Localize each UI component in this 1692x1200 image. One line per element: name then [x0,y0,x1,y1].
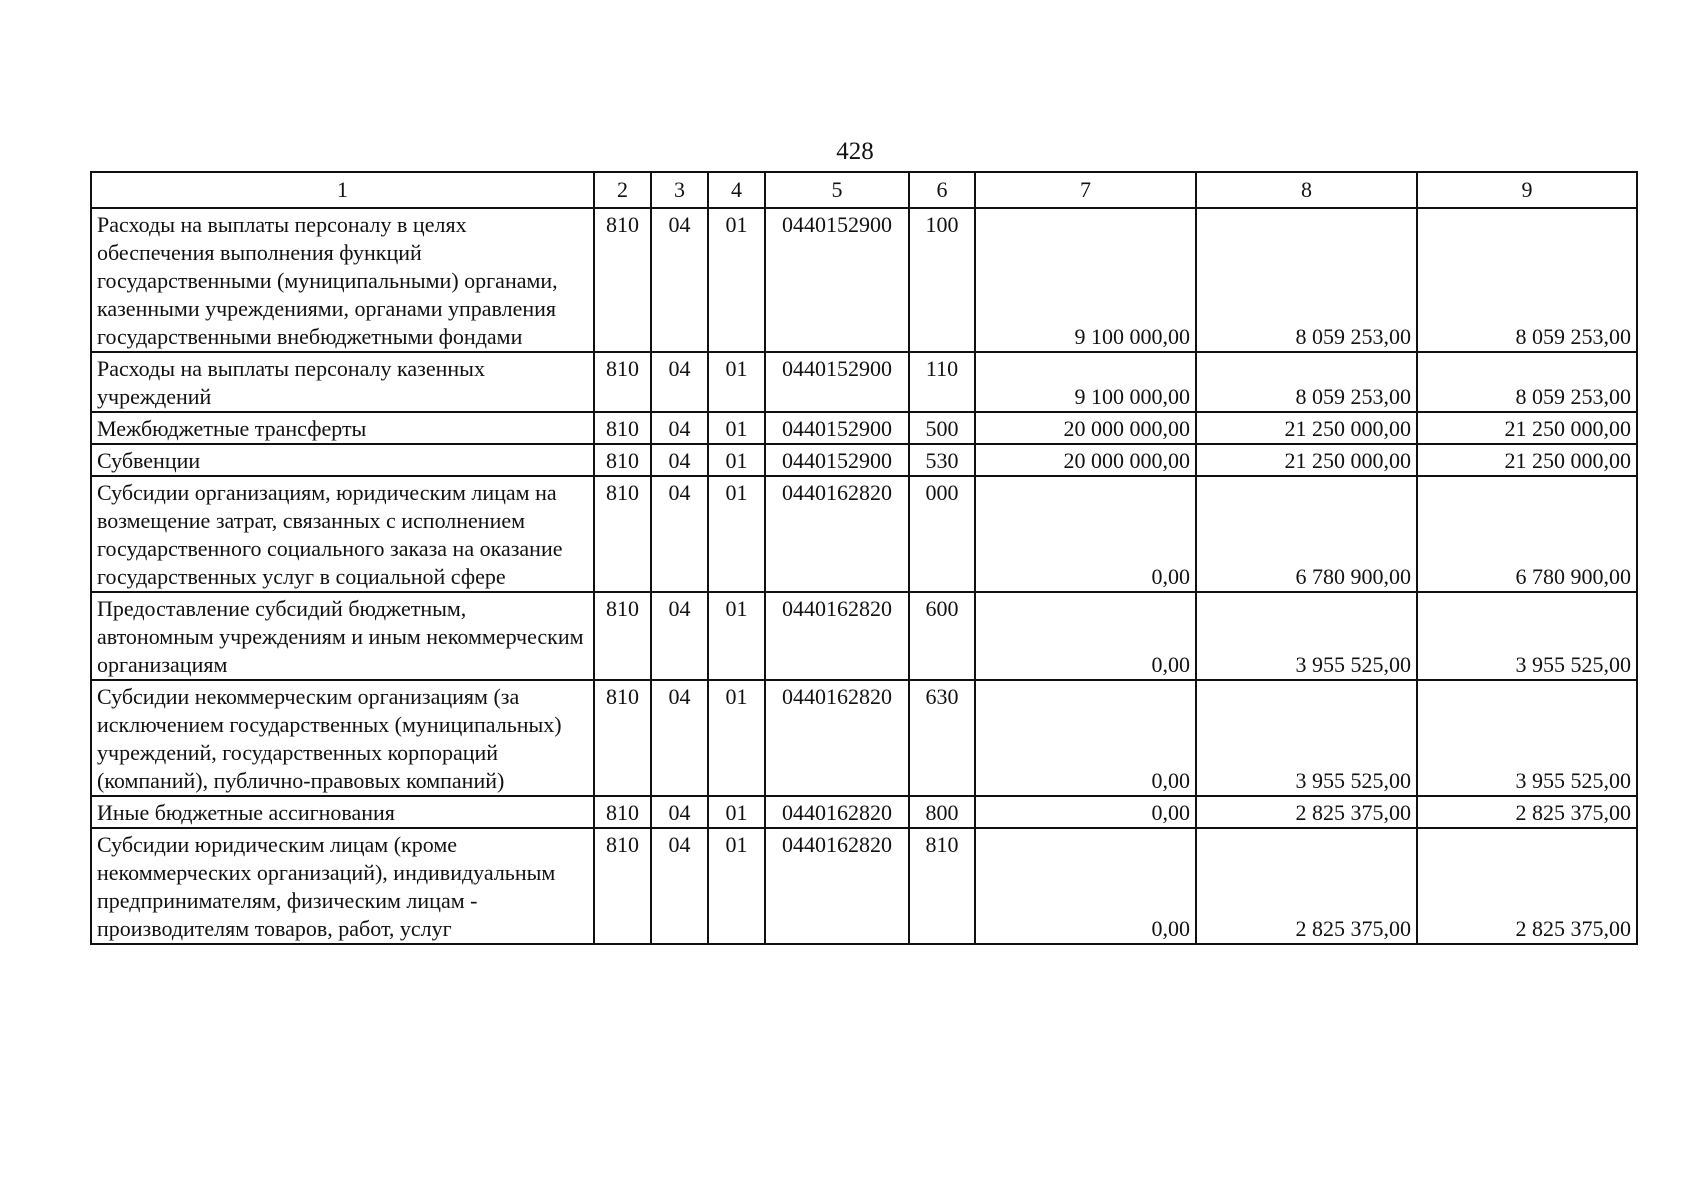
row-code-2: 810 [594,828,651,944]
row-code-5: 0440152900 [765,444,909,476]
row-code-6: 110 [909,352,975,412]
row-code-6: 600 [909,592,975,680]
row-name: Иные бюджетные ассигнования [91,796,594,828]
column-header-2: 2 [594,172,651,208]
row-amount-7: 0,00 [975,796,1196,828]
column-header-4: 4 [708,172,765,208]
row-amount-8: 2 825 375,00 [1196,796,1417,828]
row-code-5: 0440152900 [765,352,909,412]
row-code-5: 0440162820 [765,828,909,944]
row-code-4: 01 [708,828,765,944]
row-amount-7: 20 000 000,00 [975,444,1196,476]
row-amount-8: 6 780 900,00 [1196,476,1417,592]
row-name: Межбюджетные трансферты [91,412,594,444]
row-amount-8: 2 825 375,00 [1196,828,1417,944]
row-amount-7: 9 100 000,00 [975,208,1196,352]
table-row [91,352,1637,412]
row-name: Расходы на выплаты персоналу в целях обеспечения выполнения функций государственными (муниципальными) органами, казенными учреждениями, органами управления государственными внебюджетными фондами [91,208,594,352]
row-code-4: 01 [708,476,765,592]
row-amount-7: 0,00 [975,680,1196,796]
row-code-6: 500 [909,412,975,444]
row-amount-8: 3 955 525,00 [1196,680,1417,796]
row-code-5: 0440152900 [765,412,909,444]
row-code-3: 04 [651,828,708,944]
row-amount-9: 3 955 525,00 [1417,592,1637,680]
row-code-4: 01 [708,352,765,412]
page-number: 428 [836,138,874,165]
row-code-2: 810 [594,592,651,680]
row-code-4: 01 [708,680,765,796]
row-code-5: 0440162820 [765,796,909,828]
row-amount-9: 21 250 000,00 [1417,444,1637,476]
row-amount-9: 3 955 525,00 [1417,680,1637,796]
row-code-3: 04 [651,680,708,796]
row-code-5: 0440152900 [765,208,909,352]
row-amount-8: 3 955 525,00 [1196,592,1417,680]
row-code-4: 01 [708,208,765,352]
column-header-5: 5 [765,172,909,208]
table-row [91,680,1637,796]
row-name: Расходы на выплаты персоналу казенных учреждений [91,352,594,412]
row-code-3: 04 [651,592,708,680]
row-code-2: 810 [594,796,651,828]
budget-table [90,171,1638,945]
row-amount-9: 2 825 375,00 [1417,796,1637,828]
row-code-2: 810 [594,412,651,444]
row-code-2: 810 [594,476,651,592]
row-code-6: 000 [909,476,975,592]
column-header-8: 8 [1196,172,1417,208]
row-name: Субсидии некоммерческим организациям (за исключением государственных (муниципальных) учреждений, государственных корпораций (компаний), публично-правовых компаний) [91,680,594,796]
row-amount-7: 0,00 [975,592,1196,680]
row-code-3: 04 [651,476,708,592]
column-header-9: 9 [1417,172,1637,208]
row-amount-9: 6 780 900,00 [1417,476,1637,592]
row-amount-8: 21 250 000,00 [1196,444,1417,476]
row-code-3: 04 [651,352,708,412]
row-code-2: 810 [594,680,651,796]
column-header-3: 3 [651,172,708,208]
row-code-6: 100 [909,208,975,352]
row-code-6: 800 [909,796,975,828]
row-code-3: 04 [651,796,708,828]
row-code-5: 0440162820 [765,592,909,680]
column-header-1: 1 [91,172,594,208]
row-code-2: 810 [594,444,651,476]
row-code-3: 04 [651,208,708,352]
table-row [91,796,1637,828]
row-amount-8: 8 059 253,00 [1196,208,1417,352]
table-row [91,412,1637,444]
table-row [91,592,1637,680]
row-code-4: 01 [708,796,765,828]
row-code-4: 01 [708,444,765,476]
row-name: Субвенции [91,444,594,476]
row-amount-7: 9 100 000,00 [975,352,1196,412]
row-code-5: 0440162820 [765,680,909,796]
row-code-4: 01 [708,412,765,444]
row-amount-8: 8 059 253,00 [1196,352,1417,412]
table-row [91,444,1637,476]
row-code-6: 810 [909,828,975,944]
row-name: Субсидии организациям, юридическим лицам на возмещение затрат, связанных с исполнением государственного социального заказа на оказание государственных услуг в социальной сфере [91,476,594,592]
row-code-3: 04 [651,412,708,444]
row-code-4: 01 [708,592,765,680]
row-code-6: 630 [909,680,975,796]
row-amount-9: 8 059 253,00 [1417,208,1637,352]
table-row [91,828,1637,944]
row-code-2: 810 [594,208,651,352]
row-name: Предоставление субсидий бюджетным, автономным учреждениям и иным некоммерческим организациям [91,592,594,680]
table-row [91,208,1637,352]
table-row [91,476,1637,592]
row-code-6: 530 [909,444,975,476]
row-name: Субсидии юридическим лицам (кроме некоммерческих организаций), индивидуальным предпринимателям, физическим лицам - производителям товаров, работ, услуг [91,828,594,944]
row-amount-8: 21 250 000,00 [1196,412,1417,444]
row-amount-9: 8 059 253,00 [1417,352,1637,412]
row-code-2: 810 [594,352,651,412]
column-header-7: 7 [975,172,1196,208]
row-amount-9: 2 825 375,00 [1417,828,1637,944]
row-amount-7: 0,00 [975,828,1196,944]
row-code-5: 0440162820 [765,476,909,592]
row-amount-7: 20 000 000,00 [975,412,1196,444]
row-amount-9: 21 250 000,00 [1417,412,1637,444]
header-row [91,172,1637,208]
column-header-6: 6 [909,172,975,208]
row-amount-7: 0,00 [975,476,1196,592]
row-code-3: 04 [651,444,708,476]
